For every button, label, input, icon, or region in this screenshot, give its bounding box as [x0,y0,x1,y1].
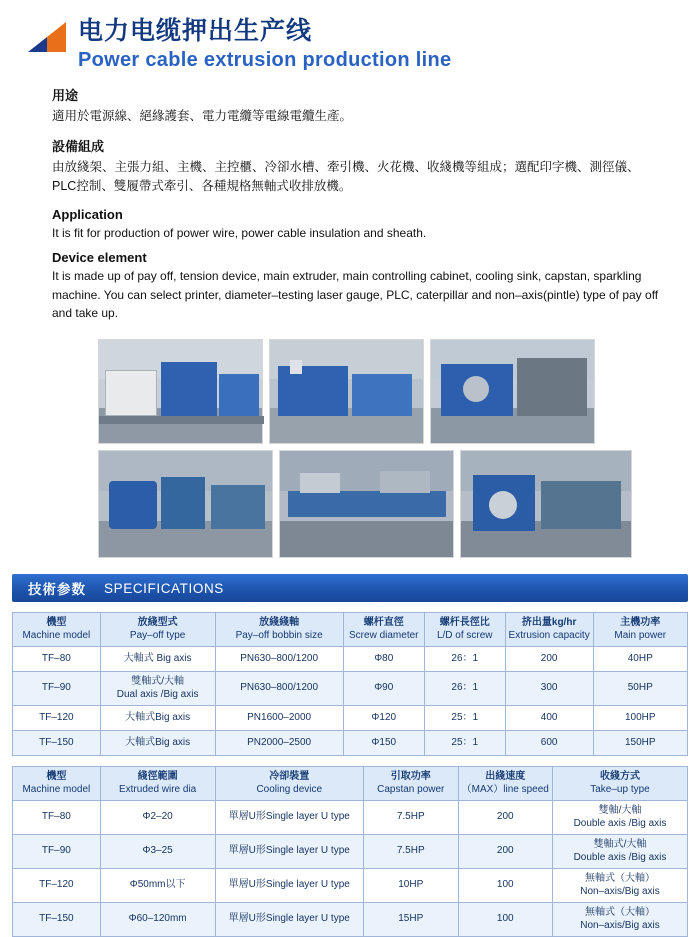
cell-capstan-power: 15HP [364,903,459,937]
spec-banner-label-zh: 技術参数 [28,582,86,597]
cell-text-l2: Dual axis /Big axis [116,688,199,700]
cell-cooling-device: 單層U形Single layer U type [215,835,364,869]
use-heading-zh: 用途 [52,87,79,103]
th-text-l2: Capstan power [377,783,445,795]
th-text-l2: Extrusion capacity [508,629,590,641]
cell-cooling-device: 單層U形Single layer U type [215,869,364,903]
th-text-l2: Pay–off bobbin size [235,629,323,641]
specifications-table-2 [12,766,688,937]
cell-capacity: 600 [505,731,593,756]
th-text-l1: 收綫方式 [600,771,640,782]
photo-cooling-trough [279,450,454,558]
device-heading-en: Device element [52,250,147,266]
table-row [13,801,688,835]
cell-machine-model: TF–120 [13,869,101,903]
th-text-l1: 冷卻裝置 [269,771,310,782]
th-machine-model [13,613,101,647]
th-extruded-wire-dia [100,767,215,801]
cell-main-power: 150HP [593,731,688,756]
cell-text-l2: Non–axis/Big axis [580,885,660,897]
cell-capacity: 300 [505,672,593,706]
photo-row-top [0,331,700,444]
cell-main-power: 50HP [593,672,688,706]
table-row [13,647,688,672]
cell-wire-dia: Φ50mm以下 [100,869,215,903]
cell-line-speed: 100 [458,869,553,903]
th-text-l2: Machine model [22,783,91,795]
specifications-table-1 [12,612,688,756]
cell-payoff-type [100,647,215,672]
th-text-l2: （MAX）line speed [461,783,549,795]
cell-capacity: 200 [505,647,593,672]
table-header-row [13,767,688,801]
use-body-zh: 適用於電源線、絕緣護套、電力電纜等電線電纜生產。 [52,108,353,123]
cell-capstan-power: 10HP [364,869,459,903]
cell-take-up-type [553,903,688,937]
page-header [0,0,700,71]
cell-screw-diameter: Φ150 [343,731,424,756]
th-ld-of-screw [424,613,505,647]
cell-line-speed: 200 [458,835,553,869]
th-machine-model [13,767,101,801]
cell-cooling-device: 單層U形Single layer U type [215,903,364,937]
th-text-l1: 螺杆長徑比 [439,617,490,628]
table-header-row [13,613,688,647]
cell-bobbin-size: PN2000–2500 [215,731,343,756]
th-text-l1: 放綫型式 [137,617,178,628]
cell-capstan-power: 7.5HP [364,835,459,869]
cell-ld-ratio: 25：1 [424,706,505,731]
cell-machine-model: TF–80 [13,801,101,835]
cell-wire-dia: Φ60–120mm [100,903,215,937]
th-text-l2: Main power [614,629,667,641]
th-text-l1: 主機功率 [620,617,661,628]
th-text-l2: Cooling device [256,783,323,795]
th-text-l1: 機型 [46,617,67,628]
spec-banner-label-en: SPECIFICATIONS [104,580,224,596]
cell-line-speed: 100 [458,903,553,937]
cell-main-power: 100HP [593,706,688,731]
cell-bobbin-size: PN630–800/1200 [215,647,343,672]
cell-text-l1: 雙軸式/大軸 [593,839,647,850]
table-row [13,672,688,706]
cell-screw-diameter: Φ90 [343,672,424,706]
photo-extruder-head [430,339,595,444]
th-capstan-power [364,767,459,801]
cell-machine-model: TF–120 [13,706,101,731]
cell-cooling-device: 單層U形Single layer U type [215,801,364,835]
cell-machine-model: TF–150 [13,731,101,756]
cell-text-l2: Double axis /Big axis [573,817,667,829]
cell-wire-dia: Φ2–20 [100,801,215,835]
cell-line-speed: 200 [458,801,553,835]
cell-ld-ratio: 26：1 [424,672,505,706]
cell-text-l1: 大軸式Big axis [125,711,191,723]
cell-text-l1: 大軸式Big axis [125,736,191,748]
cell-payoff-type [100,706,215,731]
cell-machine-model: TF–150 [13,903,101,937]
th-text-l1: 螺杆直徑 [363,617,404,628]
th-screw-diameter [343,613,424,647]
cell-main-power: 40HP [593,647,688,672]
table-row [13,869,688,903]
th-text-l2: Pay–off type [129,629,186,641]
th-extrusion-capacity [505,613,593,647]
table-row [13,835,688,869]
photo-pay-off-stand [98,450,273,558]
cell-text-l1: 大軸式 Big axis [123,652,192,664]
cell-ld-ratio: 26：1 [424,647,505,672]
photo-extrusion-line-2 [269,339,424,444]
th-text-l2: Machine model [22,629,91,641]
th-text-l1: 機型 [46,771,67,782]
cell-capstan-power: 7.5HP [364,801,459,835]
th-text-l1: 出綫速度 [485,771,526,782]
description-section [0,71,700,324]
page-title: 电力电缆押出生产线 [78,17,313,45]
th-text-l2: Take–up type [590,783,650,795]
cell-screw-diameter: Φ80 [343,647,424,672]
page-subtitle: Power cable extrusion production line [78,48,452,71]
cell-take-up-type [553,801,688,835]
cell-text-l1: 無軸式（大軸） [585,907,655,918]
cell-bobbin-size: PN1600–2000 [215,706,343,731]
cell-text-l1: 無軸式（大軸） [585,873,655,884]
device-body-en: It is made up of pay off, tension device, main extruder, main controlling cabinet, cooling sink, capstan, sparkling machine. You can select printer, diameter–testing laser gauge, PLC, caterpillar and non–axis(pintle) type of pay off and take up. [52,269,659,321]
th-text-l1: 放綫綫軸 [259,617,300,628]
th-text-l2: Screw diameter [349,629,419,641]
cell-ld-ratio: 25：1 [424,731,505,756]
th-line-speed [458,767,553,801]
cell-wire-dia: Φ3–25 [100,835,215,869]
cell-machine-model: TF–80 [13,647,101,672]
cell-take-up-type [553,835,688,869]
device-heading-zh: 設備組成 [52,138,105,154]
cell-payoff-type [100,672,215,706]
photo-extrusion-line-1 [98,339,263,444]
table-row [13,903,688,937]
th-text-l1: 引取功率 [390,771,431,782]
cell-screw-diameter: Φ120 [343,706,424,731]
cell-take-up-type [553,869,688,903]
photo-take-up-machine [460,450,632,558]
table-row [13,731,688,756]
cell-text-l1: 雙軸式/大軸 [131,676,185,687]
device-body-zh: 由放綫架、主張力組、主機、主控櫃、冷卻水槽、牽引機、火花機、收綫機等組成；選配印字機、測徑儀、PLC控制、雙履帶式牽引、各種規格無軸式收排放機。 [52,159,640,194]
th-payoff-type [100,613,215,647]
th-text-l2: L/D of screw [436,629,493,641]
table-row [13,706,688,731]
photo-row-bottom [0,444,700,558]
th-main-power [593,613,688,647]
cell-bobbin-size: PN630–800/1200 [215,672,343,706]
cell-text-l2: Double axis /Big axis [573,851,667,863]
application-heading-en: Application [52,206,123,222]
cell-capacity: 400 [505,706,593,731]
th-text-l1: 挤出量kg/hr [521,617,577,628]
application-body-en: It is fit for production of power wire, power cable insulation and sheath. [52,225,427,240]
cell-machine-model: TF–90 [13,672,101,706]
th-cooling-device [215,767,364,801]
specifications-banner [12,574,688,602]
company-logo-icon [28,22,66,52]
th-take-up-type [553,767,688,801]
cell-text-l1: 雙軸/大軸 [598,805,642,816]
cell-text-l2: Non–axis/Big axis [580,919,660,931]
title-block [78,18,451,71]
th-payoff-bobbin-size [215,613,343,647]
cell-machine-model: TF–90 [13,835,101,869]
cell-payoff-type [100,731,215,756]
th-text-l2: Extruded wire dia [118,783,197,795]
th-text-l1: 綫徑範圍 [137,771,178,782]
